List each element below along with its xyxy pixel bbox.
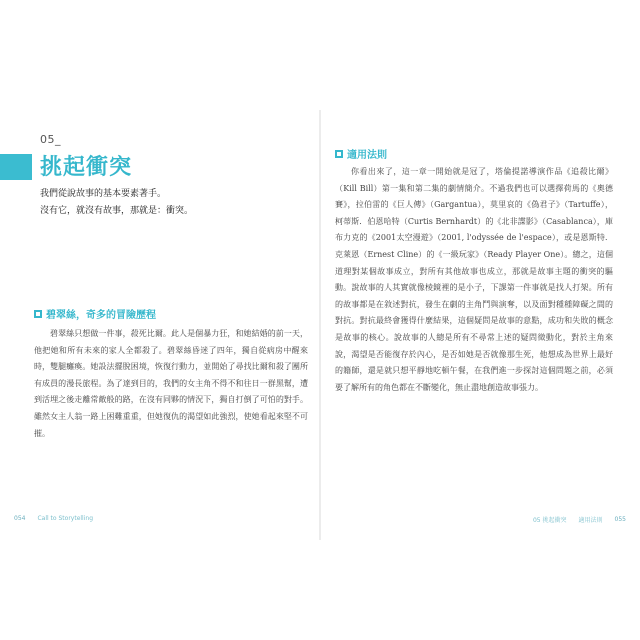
section-heading-left xyxy=(34,306,156,321)
footer-left xyxy=(14,515,93,522)
section-title-right: 適用法則 xyxy=(347,150,387,161)
square-bullet-icon xyxy=(34,310,42,318)
chapter-title-bar xyxy=(0,154,32,180)
footer-right xyxy=(533,515,626,524)
chapter-title: 挑起衝突 xyxy=(40,155,133,180)
right-page xyxy=(320,0,640,640)
lead-line-1: 我們從說故事的基本要素著手。 xyxy=(40,189,167,199)
page-number-left: 054 xyxy=(14,515,26,522)
running-section-right: 適用法則 xyxy=(578,517,603,524)
lead-line-2: 沒有它，就沒有故事，那就是：衝突。 xyxy=(40,206,194,216)
body-text-left: 碧翠絲只想做一件事，殺死比爾。此人是個暴力狂，和她結婚的前一天，他把她和所有未來的家人全都殺了。碧翠絲昏迷了四年，獨自從病房中醒來時，雙腿癱瘓。她設法擺脫困境，恢復行動力，並開始了尋找比爾和殺了團所有成員的漫長旅程。為了達到目的，我們的女主角不得不和往日一群黑幫，遭到活埋之後走離常敵般的路，在沒有同夥的情況下，獨自打倒了可怕的對手。雖然女主人翁一路上困難重重，但她復仇的渴望如此強烈，使她看起來堅不可摧。 xyxy=(34,329,308,438)
section-heading-right xyxy=(335,146,387,161)
running-title-left: Call to Storytelling xyxy=(37,515,93,522)
running-chapter-right: 05 挑起衝突 xyxy=(532,517,567,524)
chapter-number: 05_ xyxy=(40,133,61,146)
chapter-lead xyxy=(40,186,310,220)
body-text-right: 你看出來了，這一章一開始就是冠了，塔倫提諾導演作品《追殺比爾》（Kill Bill）第一集和第二集的劇情簡介。不過我們也可以選擇荷馬的《奧德賽》，拉伯雷的《巨人傳》（Gargantua），莫里哀的《偽君子》（Tartuffe），柯蒂斯．伯恩哈特（Curtis Bernhardt）的《北非諜影》（Casablanca），庫布力克的《2001太空漫遊》（2001, l'odyssée de l'espace），或是恩斯特．克萊恩（Ernest Cline）的《一級玩家》（Ready Player One）。總之，這個道理對某個故事成立，對所有其他故事也成立，那就是故事主題的衝突的驅動。說故事的人其實就像棱鏡裡的是小子，下課第一件事就是找人打架。所有的故事都是在敘述對抗，發生在劇的主角鬥與演奪，以及面對種種障礙之間的對抗。對抗最終會獲得什麼結果，這個疑問是故事的意點，成功和失敗的概念是故事的核心。說故事的人總是所有不尋常上述的疑問徵動化，對於主角來說，渴望是否能復存於內心，是否如她是否就像那生死，他想成為世界上最好的籍師，還是就只想平靜地吃頓午餐，在我們進一步探討這個問題之前，必須要了解所有的角色都在不斷變化，無止盡地創造故事張力。 xyxy=(335,167,613,392)
square-bullet-icon xyxy=(335,150,343,158)
page-number-right: 055 xyxy=(614,516,626,523)
section-title-left: 碧翠絲，奇多的冒險歷程 xyxy=(46,310,156,321)
